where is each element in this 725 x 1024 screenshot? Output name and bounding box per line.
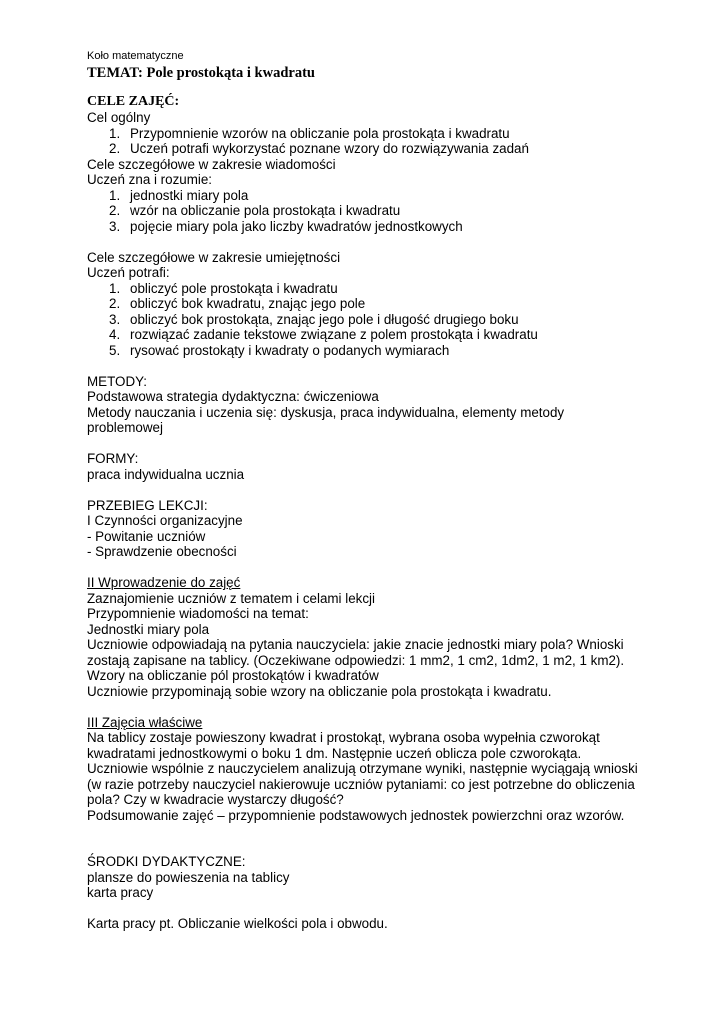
part2-line: Jednostki miary pola <box>87 621 210 637</box>
part1-item: - Powitanie uczniów <box>87 528 206 544</box>
list-item: 2. Uczeń potrafi wykorzystać poznane wzory do rozwiązywania zadań <box>109 141 529 156</box>
document-page <box>87 50 687 932</box>
lesson-topic: TEMAT: Pole prostokąta i kwadratu <box>87 65 315 81</box>
skills-goals-label: Cele szczegółowe w zakresie umiejętności <box>87 249 341 265</box>
list-item: 1. jednostki miary pola <box>109 187 249 203</box>
general-goals-list <box>87 126 687 157</box>
club-name: Koło matematyczne <box>87 50 184 62</box>
resources-item: karta pracy <box>87 885 154 900</box>
part2-title: II Wprowadzenie do zajęć <box>87 575 241 590</box>
methods-teaching-line: Metody nauczania i uczenia się: dyskusja, praca indywidualna, elementy metody <box>87 404 565 420</box>
forms-value: praca indywidualna ucznia <box>87 466 245 482</box>
list-item: 1. Przypomnienie wzorów na obliczanie pola prostokąta i kwadratu <box>109 125 510 141</box>
list-item: 1. obliczyć pole prostokąta i kwadratu <box>109 280 338 296</box>
part3-line: Na tablicy zostaje powieszony kwadrat i prostokąt, wybrana osoba wypełnia czworokąt <box>87 730 600 745</box>
part3-line: kwadratami jednostkowymi o boku 1 dm. Następnie uczeń oblicza pole czworokąta. <box>87 745 582 761</box>
part3-title: III Zajęcia właściwe <box>87 714 203 730</box>
part1-title: I Czynności organizacyjne <box>87 513 243 528</box>
part2-line: zostają zapisane na tablicy. (Oczekiwane odpowiedzi: 1 mm2, 1 cm2, 1dm2, 1 m2, 1 km2). <box>87 652 625 668</box>
part2-line: Uczniowie odpowiadają na pytania nauczyciela: jakie znacie jednostki miary pola? Wnioski <box>87 637 624 652</box>
list-item: 2. obliczyć bok kwadratu, znając jego pole <box>109 296 366 311</box>
knowledge-intro: Uczeń zna i rozumie: <box>87 172 213 187</box>
list-item: 3. pojęcie miary pola jako liczby kwadratów jednostkowych <box>109 218 463 234</box>
list-item: 3. obliczyć bok prostokąta, znając jego pole i długość drugiego boku <box>109 311 519 327</box>
part3-line: (w razie potrzeby nauczyciel nakierowuje uczniów pytaniami: co jest potrzebne do obliczenia <box>87 776 635 792</box>
part2-line: Uczniowie przypominają sobie wzory na obliczanie pola prostokąta i kwadratu. <box>87 683 552 699</box>
part2-line: Zaznajomienie uczniów z tematem i celami lekcji <box>87 590 376 606</box>
methods-teaching-line: problemowej <box>87 420 163 435</box>
list-item: 4. rozwiązać zadanie tekstowe związane z polem prostokąta i kwadratu <box>109 327 538 342</box>
skills-intro: Uczeń potrafi: <box>87 265 170 280</box>
part3-line: pola? Czy w kwadracie wystarczy długość? <box>87 792 344 807</box>
resources-heading: ŚRODKI DYDAKTYCZNE: <box>87 854 246 869</box>
worksheet-note: Karta pracy pt. Obliczanie wielkości pola i obwodu. <box>87 916 388 931</box>
general-goal-label: Cel ogólny <box>87 110 151 125</box>
list-item: 2. wzór na obliczanie pola prostokąta i kwadratu <box>109 203 401 218</box>
part1-item: - Sprawdzenie obecności <box>87 544 237 559</box>
methods-strategy: Podstawowa strategia dydaktyczna: ćwiczeniowa <box>87 389 379 404</box>
forms-heading: FORMY: <box>87 451 139 466</box>
part3-line: Podsumowanie zajęć – przypomnienie podstawowych jednostek powierzchni oraz wzorów. <box>87 807 625 823</box>
lesson-heading: PRZEBIEG LEKCJI: <box>87 497 208 513</box>
part2-line: Przypomnienie wiadomości na temat: <box>87 606 309 621</box>
knowledge-goals-list <box>87 188 687 235</box>
skills-goals-list <box>87 281 687 359</box>
methods-heading: METODY: <box>87 373 148 389</box>
knowledge-goals-label: Cele szczegółowe w zakresie wiadomości <box>87 156 336 172</box>
list-item: 5. rysować prostokąty i kwadraty o podanych wymiarach <box>109 342 450 358</box>
goals-heading: CELE ZAJĘĆ: <box>87 94 180 109</box>
resources-item: plansze do powieszenia na tablicy <box>87 869 290 885</box>
part2-line: Wzory na obliczanie pól prostokątów i kwadratów <box>87 668 379 683</box>
part3-line: Uczniowie wspólnie z nauczycielem analizują otrzymane wyniki, następnie wyciągają wnioski <box>87 761 638 776</box>
